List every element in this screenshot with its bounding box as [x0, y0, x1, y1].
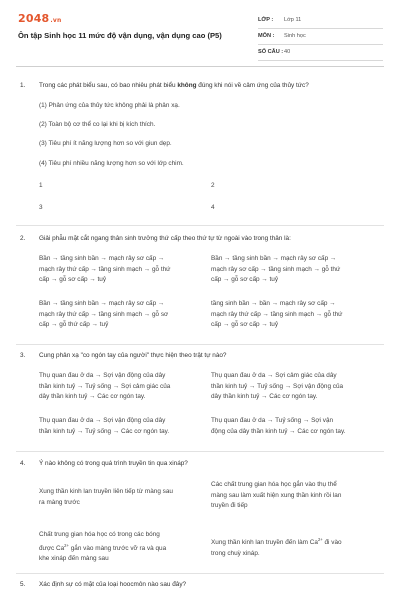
meta-table: [258, 13, 383, 61]
superscript: 2+: [317, 537, 323, 542]
option-line: Bần → tầng sinh bần → mạch rây sơ cấp →: [39, 255, 165, 262]
option-line: động của dây thần kinh tuỷ → Các cơ ngón tay.: [211, 427, 346, 435]
answer-option-c[interactable]: [39, 416, 209, 437]
option-line: thần kinh tuỷ → Tuỷ sống → Các cơ ngón tay.: [39, 427, 170, 435]
option-line: Thụ quan đau ở da → Tuỷ sống → Sợi vận: [211, 417, 334, 424]
option-line: cấp → gỗ sơ cấp → tuỷ: [211, 276, 279, 283]
question-number: 3.: [20, 352, 26, 359]
answer-option-c[interactable]: [39, 530, 209, 565]
option-line: mạch rây sơ cấp → tầng sinh mạch → gỗ thứ: [211, 265, 341, 273]
answer-option-a[interactable]: 1: [39, 182, 43, 189]
answer-option-d[interactable]: [211, 535, 383, 559]
meta-label: MÔN :: [258, 33, 275, 39]
answer-option-a[interactable]: [39, 487, 209, 508]
answer-option-c[interactable]: 3: [39, 204, 43, 211]
superscript: 2+: [64, 542, 69, 548]
question-number: 5.: [20, 581, 26, 588]
question-number: 4.: [20, 460, 26, 467]
option-line: ra màng trước: [39, 498, 80, 506]
meta-row-class: [258, 13, 383, 29]
question-text: Ý nào không có trong quá trình truyền tin qua xináp?: [39, 460, 188, 467]
option-line: [211, 535, 383, 549]
question-text: Giải phẫu mặt cắt ngang thân sinh trưởng thứ cấp theo thứ tự từ ngoài vào trong thân là:: [39, 235, 291, 242]
answer-option-b[interactable]: 2: [211, 182, 215, 189]
header-divider: [16, 66, 384, 67]
option-line: Các chất trung gian hóa học gắn vào thụ thể: [211, 481, 337, 488]
option-line: truyền đi tiếp: [211, 502, 248, 509]
meta-value: Lớp 11: [284, 17, 302, 23]
question-text-emphasis: không: [177, 82, 197, 89]
option-line: tầng sinh bần → bần → mạch rây sơ cấp →: [211, 300, 336, 307]
meta-label: LỚP :: [258, 17, 274, 23]
option-line: thần kinh tuỷ → Tuỷ sống → Sợi cảm giác của: [39, 382, 171, 390]
option-text: gắn vào màng trước vỡ ra và qua: [68, 544, 167, 552]
option-line: Thụ quan đau ở da → Sợi vận động của dây: [39, 417, 166, 424]
option-text: đi vào: [322, 539, 342, 547]
question-text-part: đúng khi nói về cảm ứng của thủy tức?: [196, 82, 309, 89]
answer-option-a[interactable]: [39, 254, 209, 286]
option-line: thần kinh tuỷ → Tuỷ sống → Sợi vận động của: [211, 382, 344, 390]
option-line: cấp → gỗ thứ cấp → tuỷ: [39, 321, 109, 328]
site-logo[interactable]: [18, 12, 61, 25]
answer-option-a[interactable]: [39, 371, 209, 403]
question-number: 1.: [20, 82, 26, 89]
meta-label: SỐ CÂU :: [258, 49, 284, 55]
option-line: màng sau làm xuất hiện xung thần kinh rồi lan: [211, 491, 342, 499]
document-title: Ôn tập Sinh học 11 mức độ vận dụng, vận dụng cao (P5): [18, 31, 222, 40]
statement: (4) Tiêu phí nhiều năng lượng hơn so với lớp chim.: [39, 160, 184, 167]
answer-option-d[interactable]: 4: [211, 204, 215, 211]
statement: (1) Phản ứng của thủy tức không phải là phản xạ.: [39, 102, 180, 109]
option-line: Chất trung gian hóa học có trong các bóng: [39, 531, 160, 538]
option-line: Thụ quan đau ở da → Sợi vận động của dây: [39, 372, 166, 379]
option-line: Thụ quan đau ở da → Sợi cảm giác của dây: [211, 372, 337, 379]
option-line: cấp → gỗ sơ cấp → tuỷ: [39, 276, 107, 283]
question-text: Xác định sự có mặt của loại hoocmôn nào sau đây?: [39, 581, 187, 588]
answer-option-c[interactable]: [39, 299, 209, 331]
option-line: dây thần kinh tuỷ → Các cơ ngón tay.: [211, 393, 318, 400]
meta-value: 40: [284, 49, 291, 55]
answer-option-b[interactable]: [211, 371, 383, 403]
question-text-part: Trong các phát biểu sau, có bao nhiêu phát biểu: [39, 82, 178, 89]
option-line: trong chuỳ xináp.: [211, 549, 260, 557]
option-line: Xung thần kinh lan truyền liên tiếp từ màng sau: [39, 488, 173, 495]
option-line: [39, 541, 209, 555]
question-divider: [16, 573, 384, 574]
answer-option-b[interactable]: [211, 480, 383, 512]
question-text: [39, 82, 384, 90]
question-divider: [16, 344, 384, 345]
answer-option-b[interactable]: [211, 254, 383, 286]
option-line: mạch rây thứ cấp → tầng sinh mạch → gỗ thứ: [211, 310, 343, 318]
option-text: được Ca: [39, 544, 65, 552]
option-line: mạch rây thứ cấp → tầng sinh mạch → gỗ sơ: [39, 310, 169, 318]
option-line: khe xináp đến màng sau: [39, 555, 109, 563]
option-line: Bần → tầng sinh bần → mạch rây sơ cấp →: [39, 300, 165, 307]
meta-row-count: [258, 45, 383, 61]
option-line: cấp → gỗ sơ cấp → tuỷ: [211, 321, 279, 328]
question-text: Cung phản xạ "co ngón tay của người" thực hiện theo trật tự nào?: [39, 352, 227, 359]
option-text: Xung thần kinh lan truyền đến làm Ca: [211, 539, 318, 547]
option-line: mạch rây thứ cấp → tầng sinh mạch → gỗ thứ: [39, 265, 171, 273]
header: [0, 0, 400, 66]
logo-text: 2048: [18, 12, 50, 25]
question-divider: [16, 225, 384, 226]
answer-option-d[interactable]: [211, 299, 383, 331]
meta-value: Sinh học: [284, 33, 306, 39]
option-line: Bần → tầng sinh bần → mạch rây sơ cấp →: [211, 255, 337, 262]
answer-option-d[interactable]: [211, 416, 383, 437]
option-line: dây thần kinh tuỷ → Các cơ ngón tay.: [39, 393, 146, 400]
question-divider: [16, 451, 384, 452]
logo-tld: .vn: [50, 17, 62, 24]
meta-row-subject: [258, 29, 383, 45]
statement: (3) Tiêu phí ít năng lượng hơn so với giun dẹp.: [39, 140, 172, 147]
question-number: 2.: [20, 235, 26, 242]
statement: (2) Toàn bộ cơ thể co lại khi bị kích thích.: [39, 121, 156, 128]
